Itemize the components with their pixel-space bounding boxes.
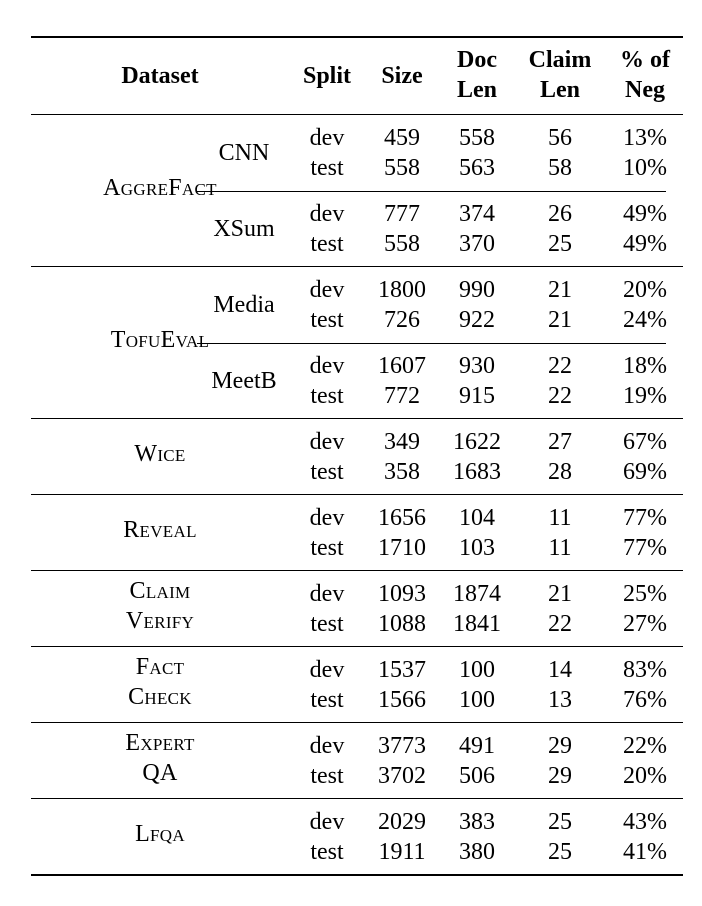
dataset-name: Verify: [125, 608, 195, 634]
cell-neg: 27%: [623, 611, 667, 637]
cell-size: 1088: [378, 611, 426, 637]
cell-size: 358: [384, 459, 420, 485]
group-divider: [31, 570, 683, 571]
cell-split: dev: [309, 277, 345, 303]
cell-size: 558: [384, 231, 420, 257]
dataset-name: Claim: [129, 578, 191, 604]
cell-neg: 77%: [623, 505, 667, 531]
dataset-name: Lfqa: [135, 821, 185, 847]
cell-size: 2029: [378, 809, 426, 835]
cell-doc: 990: [459, 277, 495, 303]
header-claim-len-line1: Claim: [528, 47, 592, 73]
cell-size: 3773: [378, 733, 426, 759]
cell-doc: 930: [459, 353, 495, 379]
cell-claim: 29: [548, 763, 572, 789]
dataset-name: TofuEval: [110, 327, 210, 353]
cell-doc: 383: [459, 809, 495, 835]
cell-size: 777: [384, 201, 420, 227]
cell-size: 558: [384, 155, 420, 181]
cell-split: test: [310, 383, 344, 409]
cell-split: test: [310, 535, 344, 561]
subset-label: Media: [213, 292, 275, 318]
cell-split: dev: [309, 505, 345, 531]
group-divider: [31, 722, 683, 723]
subset-label: CNN: [218, 140, 270, 166]
cell-neg: 49%: [623, 201, 667, 227]
cell-doc: 1622: [453, 429, 501, 455]
cell-doc: 491: [459, 733, 495, 759]
cell-claim: 21: [548, 277, 572, 303]
header-dataset: Dataset: [121, 63, 199, 89]
cell-neg: 20%: [623, 277, 667, 303]
cell-size: 1800: [378, 277, 426, 303]
group-divider: [31, 798, 683, 799]
header-claim-len-line2: Len: [539, 77, 581, 103]
bottom-rule: [31, 874, 683, 876]
cell-split: test: [310, 839, 344, 865]
cell-doc: 1683: [453, 459, 501, 485]
cell-claim: 22: [548, 383, 572, 409]
cell-claim: 21: [548, 307, 572, 333]
cell-size: 1656: [378, 505, 426, 531]
cell-neg: 83%: [623, 657, 667, 683]
cell-split: dev: [309, 353, 345, 379]
cell-size: 1607: [378, 353, 426, 379]
cell-split: dev: [309, 201, 345, 227]
cell-claim: 14: [548, 657, 572, 683]
cell-claim: 25: [548, 839, 572, 865]
header-pct-neg-line2: Neg: [625, 77, 665, 103]
cell-split: dev: [309, 809, 345, 835]
cell-neg: 49%: [623, 231, 667, 257]
cell-claim: 26: [548, 201, 572, 227]
dataset-name: Reveal: [123, 517, 197, 543]
cell-doc: 506: [459, 763, 495, 789]
header-size: Size: [381, 63, 423, 89]
cell-split: dev: [309, 125, 345, 151]
cell-neg: 41%: [623, 839, 667, 865]
cell-neg: 77%: [623, 535, 667, 561]
cell-split: test: [310, 155, 344, 181]
group-divider: [31, 646, 683, 647]
cell-neg: 76%: [623, 687, 667, 713]
cell-size: 1911: [378, 839, 426, 865]
cell-claim: 29: [548, 733, 572, 759]
cell-claim: 25: [548, 231, 572, 257]
cell-split: test: [310, 231, 344, 257]
cell-neg: 24%: [623, 307, 667, 333]
cell-claim: 22: [548, 353, 572, 379]
cell-doc: 370: [459, 231, 495, 257]
cell-split: dev: [309, 429, 345, 455]
cell-claim: 21: [548, 581, 572, 607]
cell-size: 1710: [378, 535, 426, 561]
cell-split: test: [310, 459, 344, 485]
cell-claim: 25: [548, 809, 572, 835]
cell-split: dev: [309, 733, 345, 759]
subset-divider: [197, 191, 666, 192]
cell-split: test: [310, 611, 344, 637]
dataset-name: Check: [128, 684, 192, 710]
cell-doc: 558: [459, 125, 495, 151]
dataset-name: Expert: [125, 730, 195, 756]
cell-split: test: [310, 687, 344, 713]
cell-doc: 103: [459, 535, 495, 561]
cell-size: 3702: [378, 763, 426, 789]
cell-claim: 58: [548, 155, 572, 181]
cell-claim: 28: [548, 459, 572, 485]
cell-neg: 43%: [623, 809, 667, 835]
subset-divider: [197, 343, 666, 344]
cell-doc: 1841: [453, 611, 501, 637]
cell-neg: 13%: [623, 125, 667, 151]
cell-neg: 25%: [623, 581, 667, 607]
cell-size: 1566: [378, 687, 426, 713]
cell-size: 772: [384, 383, 420, 409]
cell-size: 1093: [378, 581, 426, 607]
dataset-name: Fact: [135, 654, 185, 680]
cell-size: 726: [384, 307, 420, 333]
cell-size: 349: [384, 429, 420, 455]
cell-neg: 20%: [623, 763, 667, 789]
cell-doc: 380: [459, 839, 495, 865]
cell-split: test: [310, 763, 344, 789]
cell-doc: 1874: [453, 581, 501, 607]
cell-claim: 13: [548, 687, 572, 713]
group-divider: [31, 494, 683, 495]
top-rule: [31, 36, 683, 38]
cell-claim: 56: [548, 125, 572, 151]
cell-doc: 915: [459, 383, 495, 409]
dataset-name: AggreFact: [103, 175, 217, 201]
cell-neg: 69%: [623, 459, 667, 485]
subset-label: MeetB: [211, 368, 277, 394]
cell-claim: 22: [548, 611, 572, 637]
cell-claim: 11: [548, 505, 572, 531]
group-divider: [31, 266, 683, 267]
cell-size: 1537: [378, 657, 426, 683]
cell-neg: 10%: [623, 155, 667, 181]
cell-size: 459: [384, 125, 420, 151]
header-doc-len-line1: Doc: [457, 47, 497, 73]
cell-claim: 27: [548, 429, 572, 455]
dataset-name: QA: [142, 760, 178, 786]
cell-split: dev: [309, 581, 345, 607]
cell-doc: 374: [459, 201, 495, 227]
cell-neg: 22%: [623, 733, 667, 759]
header-pct-neg-line1: % of: [620, 47, 670, 73]
header-doc-len-line2: Len: [456, 77, 498, 103]
cell-neg: 67%: [623, 429, 667, 455]
cell-neg: 19%: [623, 383, 667, 409]
header-split: Split: [302, 63, 352, 89]
cell-split: dev: [309, 657, 345, 683]
cell-doc: 922: [459, 307, 495, 333]
group-divider: [31, 418, 683, 419]
header-rule: [31, 114, 683, 115]
dataset-name: Wice: [134, 441, 186, 467]
cell-claim: 11: [548, 535, 572, 561]
cell-doc: 563: [459, 155, 495, 181]
cell-doc: 104: [459, 505, 495, 531]
cell-split: test: [310, 307, 344, 333]
subset-label: XSum: [213, 216, 275, 242]
cell-doc: 100: [459, 687, 495, 713]
cell-doc: 100: [459, 657, 495, 683]
cell-neg: 18%: [623, 353, 667, 379]
